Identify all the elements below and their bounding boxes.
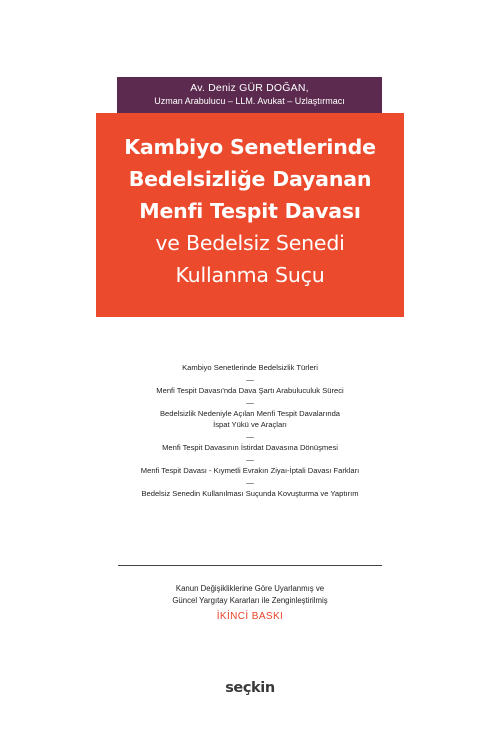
title-line-5: Kullanma Suçu: [175, 263, 325, 287]
note-line-1: Kanun Değişikliklerine Göre Uyarlanmış ve: [175, 584, 325, 593]
edition-label: İKİNCİ BASKI: [216, 611, 284, 622]
author-roles: Uzman Arabulucu – LLM. Avukat – Uzlaştırmacı: [154, 96, 345, 106]
topic-separator: —: [246, 432, 254, 441]
title-line-1: Kambiyo Senetlerinde: [124, 135, 376, 159]
topic-item: Menfi Tespit Davasının İstirdat Davasına Dönüşmesi: [162, 443, 338, 452]
topic-item: Menfi Tespit Davası - Kıymetli Evrakın Ziyaı-İptali Davası Farkları: [140, 466, 360, 475]
author-banner: [117, 77, 382, 113]
topic-item-continued: İspat Yükü ve Araçları: [213, 420, 287, 429]
publisher-logo: seçkin: [225, 680, 275, 696]
topic-item: Menfi Tespit Davası'nda Dava Şartı Arabuluculuk Süreci: [156, 386, 344, 395]
title-panel: [96, 113, 404, 317]
topic-item: Kambiyo Senetlerinde Bedelsizlik Türleri: [182, 363, 318, 372]
title-line-2: Bedelsizliğe Dayanan: [128, 167, 372, 191]
edition-note: [105, 583, 395, 607]
topic-item: Bedelsiz Senedin Kullanılması Suçunda Kovuşturma ve Yaptırım: [141, 489, 359, 498]
title-line-3: Menfi Tespit Davası: [139, 199, 361, 223]
author-name: Av. Deniz GÜR DOĞAN,: [190, 82, 309, 94]
title-line-4: ve Bedelsiz Senedi: [155, 231, 345, 255]
topic-item: Bedelsizlik Nedeniyle Açılan Menfi Tespit Davalarında: [159, 409, 341, 418]
topic-separator: —: [246, 375, 254, 384]
topic-separator: —: [246, 455, 254, 464]
topic-separator: —: [246, 478, 254, 487]
topics-list: [105, 362, 395, 499]
divider-line: [118, 565, 382, 566]
note-line-2: Güncel Yargıtay Kararları ile Zenginleştirilmiş: [172, 596, 328, 605]
topic-separator: —: [246, 398, 254, 407]
